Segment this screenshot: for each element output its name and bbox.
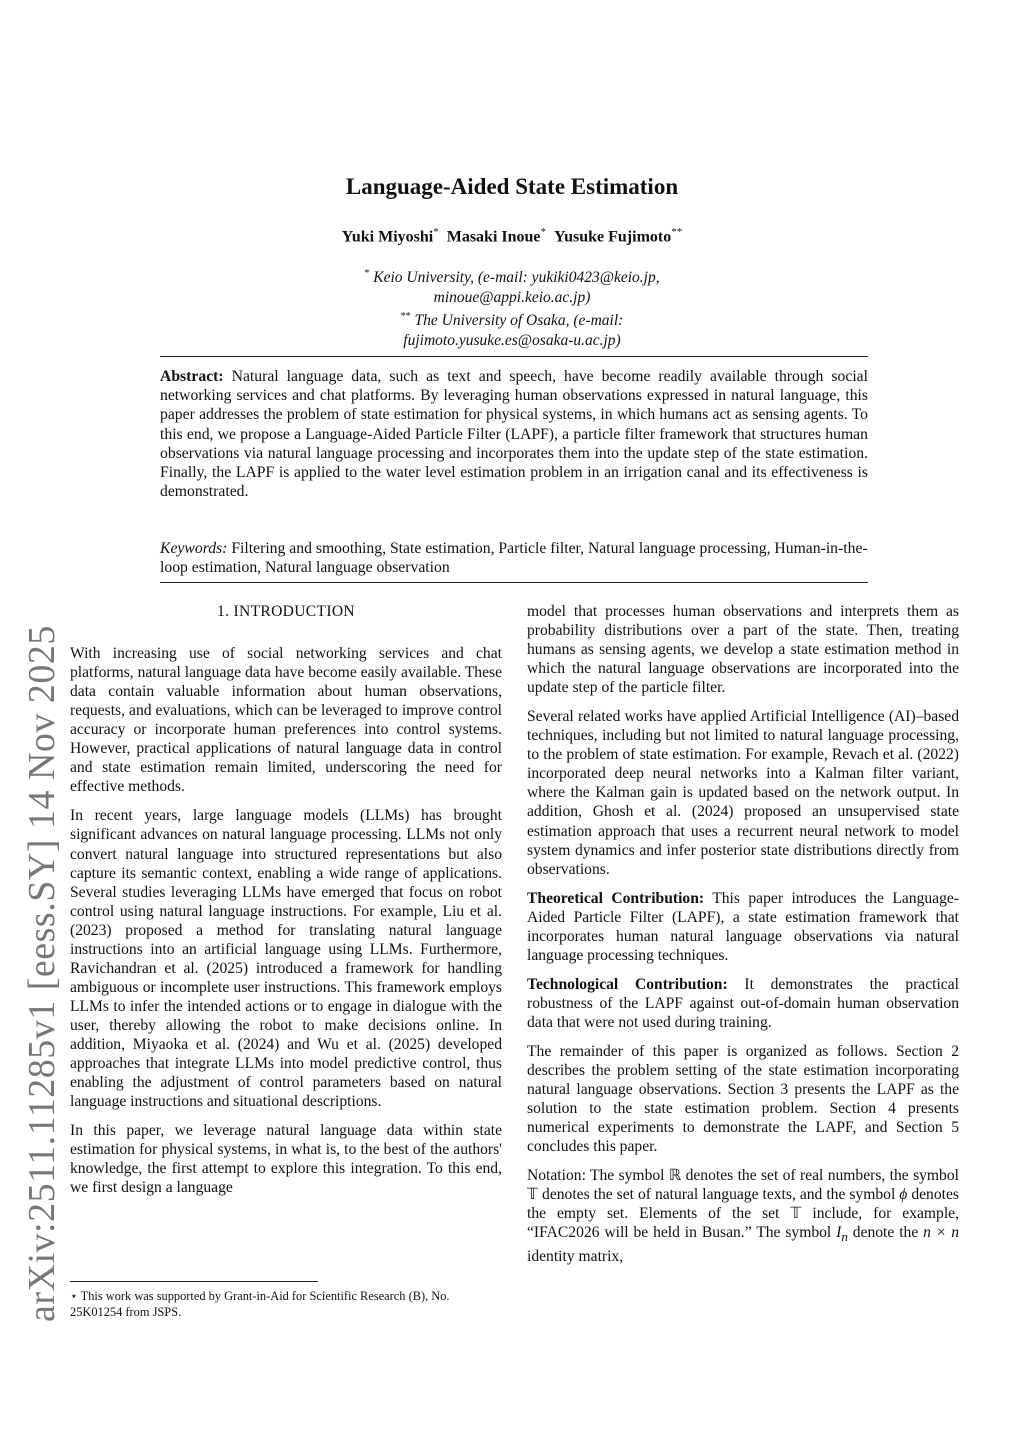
abstract-label: Abstract: xyxy=(160,368,224,385)
keywords-text: Filtering and smoothing, State estimation, Particle filter, Natural language processing, Human-in-the-loop estimation, Natural language observation xyxy=(160,540,868,577)
contribution-text: This paper introduces the Language-Aided Particle Filter (LAPF), a state estimation framework that incorporates human natural language observations via natural language processing techniques. xyxy=(527,889,959,964)
right-column xyxy=(527,602,959,1276)
text-run: denote the xyxy=(852,1224,919,1242)
affiliations xyxy=(262,264,762,350)
abstract-text: Natural language data, such as text and speech, have become readily available through social networking services and chat platforms. By leveraging human observations expressed in natural language, this paper addresses the problem of state estimation for physical systems, in which humans act as sensing agents. To this end, we propose a Language-Aided Particle Filter (LAPF), a particle filter framework that structures human observations via natural language processing and incorporates them into the update step of the state estimation. Finally, the LAPF is applied to the water level estimation problem in an irrigation canal and its effectiveness is demonstrated. xyxy=(160,368,869,501)
math-symbol: 𝕋 xyxy=(790,1205,802,1223)
contribution-label: Technological Contribution: xyxy=(527,975,728,993)
author-name: Yuki Miyoshi xyxy=(341,228,434,246)
text-run: identity matrix, xyxy=(527,1247,624,1265)
paragraph: model that processes human observations and interprets them as probability distributions over a part of the state. Then, treating humans as sensing agents, we develop a state estimation method in which the natural language observations are incorporated into the update step of the particle filter. xyxy=(527,603,959,697)
paragraph: The remainder of this paper is organized as follows. Section 2 describes the problem setting of the state estimation incorporating natural language observations. Section 3 presents the LAPF as the solution to the state estimation problem. Section 4 presents numerical experiments to demonstrate the LAPF, and Section 5 concludes this paper. xyxy=(527,1042,959,1156)
notation-paragraph xyxy=(527,1166,959,1265)
author-mark: * xyxy=(433,226,439,238)
author-list xyxy=(0,226,1024,246)
keywords-label: Keywords: xyxy=(160,540,228,557)
math-symbol xyxy=(836,1224,848,1245)
affil-line: fujimoto.yusuke.es@osaka-u.ac.jp) xyxy=(403,331,621,349)
author-mark: ** xyxy=(671,226,683,238)
author-name: Yusuke Fujimoto xyxy=(554,228,672,246)
paragraph xyxy=(527,975,959,1032)
footnote-rule xyxy=(70,1281,318,1282)
affil-mark: * xyxy=(364,268,370,279)
math-subscript: n xyxy=(841,1229,848,1245)
keywords xyxy=(160,539,868,577)
paragraph: In this paper, we leverage natural language data within state estimation for physical systems, in what is, to the best of the authors' knowledge, the first attempt to explore this integration. To this end, we first design a language xyxy=(70,1122,502,1197)
affil-line: Keio University, (e-mail: yukiki0423@keio.jp, xyxy=(373,269,660,287)
left-column xyxy=(70,602,502,1207)
abstract-top-rule xyxy=(160,356,868,357)
math-symbol: 𝕋 xyxy=(527,1186,539,1204)
affil-line: minoue@appi.keio.ac.jp) xyxy=(433,288,591,306)
text-run: denotes the set of natural language texts, and the symbol xyxy=(542,1186,896,1204)
paper-title: Language-Aided State Estimation xyxy=(345,174,679,199)
contribution-text: It demonstrates the practical robustness of the LAPF against out-of-domain human observation data that were not used during training. xyxy=(527,975,959,1031)
affil-mark: ** xyxy=(400,311,411,323)
footnote-mark: ⋆ xyxy=(70,1289,78,1303)
text-run: Notation: The symbol xyxy=(527,1167,665,1185)
math-symbol: ϕ xyxy=(899,1186,908,1204)
abstract-bottom-rule xyxy=(160,582,868,583)
math-symbol: ℝ xyxy=(668,1167,682,1185)
paragraph xyxy=(527,889,959,965)
abstract xyxy=(160,367,868,501)
affil-line: The University of Osaka, (e-mail: xyxy=(414,312,624,330)
text-run: denotes the empty set. Elements of the set xyxy=(527,1186,959,1223)
footnote-text: This work was supported by Grant-in-Aid for Scientific Research (B), No. 25K01254 from JSPS. xyxy=(70,1289,450,1319)
text-run: denotes the set of real numbers, the symbol xyxy=(685,1167,959,1185)
arxiv-stamp: arXiv:2511.11285v1 [eess.SY] 14 Nov 2025 xyxy=(21,625,63,1322)
math-base: I xyxy=(836,1224,842,1242)
contribution-label: Theoretical Contribution: xyxy=(527,889,705,907)
footnote xyxy=(70,1288,502,1320)
paragraph: With increasing use of social networking services and chat platforms, natural language data have become easily available. These data contain valuable information about human observations, requests, and evaluations, which can be leveraged to improve control accuracy or incorporate human preferences into control systems. However, practical applications of natural language data in control and state estimation remain limited, underscoring the need for effective methods. xyxy=(70,645,502,796)
paragraph: In recent years, large language models (LLMs) has brought significant advances on natural language processing. LLMs not only convert natural language into structured representations but also capture its semantic context, enabling a wide range of applications. Several studies leveraging LLMs have emerged that focus on robot control using natural language instructions. For example, Liu et al. (2023) proposed a method for translating natural language instructions into an artificial language using LLMs. Furthermore, Ravichandran et al. (2025) introduced a framework for handling ambiguous or incomplete user instructions. This framework employs LLMs to infer the intended actions or to engage in dialogue with the user, thereby allowing the robot to make decisions online. In addition, Miyaoka et al. (2024) and Wu et al. (2025) developed approaches that integrate LLMs into model predictive control, thus enabling the adjustment of control parameters based on natural language instructions and situational descriptions. xyxy=(70,807,502,1111)
section-heading: 1. INTRODUCTION xyxy=(217,603,355,620)
paragraph: Several related works have applied Artificial Intelligence (AI)–based techniques, including but not limited to natural language processing, to the problem of state estimation. For example, Revach et al. (2022) incorporated deep neural networks into a Kalman filter variant, where the Kalman gain is updated based on the network output. In addition, Ghosh et al. (2024) proposed an unsupervised state estimation approach that uses a recurrent neural network to model system dynamics and infer posterior state distributions directly from observations. xyxy=(527,708,959,878)
author-name: Masaki Inoue xyxy=(446,228,541,246)
author-mark: * xyxy=(540,226,547,238)
math-symbol: n × n xyxy=(923,1224,960,1242)
text-run: include, for example, “IFAC2026 will be held in Busan.” The symbol xyxy=(527,1205,960,1242)
